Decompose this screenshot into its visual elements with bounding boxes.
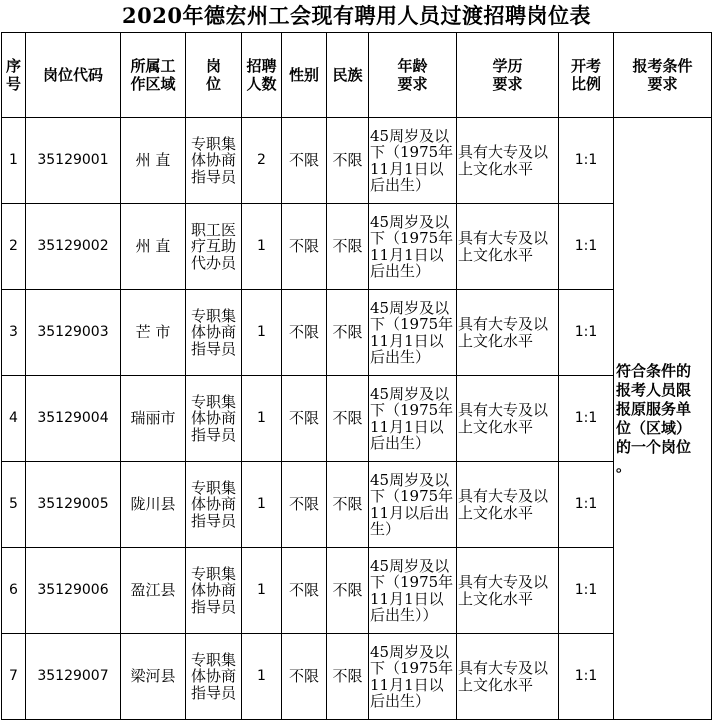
table-row — [2, 548, 712, 634]
cell-region: 州 直 — [121, 204, 186, 290]
cell-age: 45周岁及以 下（1975年 11月1日以 后出生） — [369, 376, 457, 462]
cell-count: 1 — [242, 290, 282, 376]
header-region: 所属工 作区域 — [121, 33, 186, 118]
cell-region: 州 直 — [121, 118, 186, 204]
cell-ratio: 1:1 — [559, 290, 614, 376]
table-row — [2, 376, 712, 462]
cell-gender: 不限 — [282, 118, 327, 204]
cell-seq: 4 — [2, 376, 26, 462]
cell-age: 45周岁及以 下（1975年 11月1日以 后出生） — [369, 290, 457, 376]
cell-post: 专职集 体协商 指导员 — [186, 118, 242, 204]
cell-code: 35129005 — [26, 462, 121, 548]
cell-code: 35129006 — [26, 548, 121, 634]
cell-code: 35129001 — [26, 118, 121, 204]
cell-count: 1 — [242, 634, 282, 720]
header-seq: 序 号 — [2, 33, 26, 118]
cell-ratio: 1:1 — [559, 462, 614, 548]
cell-gender: 不限 — [282, 290, 327, 376]
cell-ethnic: 不限 — [327, 634, 369, 720]
header-ethnic: 民族 — [327, 33, 369, 118]
cell-ethnic: 不限 — [327, 462, 369, 548]
cell-post: 职工医 疗互助 代办员 — [186, 204, 242, 290]
cell-seq: 6 — [2, 548, 26, 634]
cell-edu: 具有大专及以 上文化水平 — [457, 204, 559, 290]
cell-ratio: 1:1 — [559, 376, 614, 462]
header-condition: 报考条件 要求 — [614, 33, 712, 118]
header-post: 岗 位 — [186, 33, 242, 118]
cell-region: 芒 市 — [121, 290, 186, 376]
cell-seq: 7 — [2, 634, 26, 720]
cell-post: 专职集 体协商 指导员 — [186, 290, 242, 376]
cell-code: 35129004 — [26, 376, 121, 462]
cell-age: 45周岁及以 下（1975年 11月1日以 后出生） — [369, 118, 457, 204]
cell-ethnic: 不限 — [327, 548, 369, 634]
cell-seq: 5 — [2, 462, 26, 548]
cell-post: 专职集 体协商 指导员 — [186, 376, 242, 462]
cell-post: 专职集 体协商 指导员 — [186, 462, 242, 548]
cell-edu: 具有大专及以 上文化水平 — [457, 376, 559, 462]
cell-ethnic: 不限 — [327, 204, 369, 290]
cell-condition: 符合条件的 报考人员限 报原服务单 位（区域） 的一个岗位 。 — [614, 118, 712, 720]
cell-gender: 不限 — [282, 376, 327, 462]
cell-seq: 3 — [2, 290, 26, 376]
cell-edu: 具有大专及以 上文化水平 — [457, 634, 559, 720]
cell-edu: 具有大专及以 上文化水平 — [457, 548, 559, 634]
cell-edu: 具有大专及以 上文化水平 — [457, 118, 559, 204]
cell-count: 1 — [242, 548, 282, 634]
cell-region: 瑞丽市 — [121, 376, 186, 462]
table-row — [2, 634, 712, 720]
cell-age: 45周岁及以 下（1975年 11月1日以 后出生）） — [369, 548, 457, 634]
header-row — [2, 33, 712, 118]
cell-code: 35129003 — [26, 290, 121, 376]
cell-gender: 不限 — [282, 634, 327, 720]
cell-edu: 具有大专及以 上文化水平 — [457, 462, 559, 548]
cell-region: 盈江县 — [121, 548, 186, 634]
cell-post: 专职集 体协商 指导员 — [186, 634, 242, 720]
cell-ethnic: 不限 — [327, 118, 369, 204]
cell-edu: 具有大专及以 上文化水平 — [457, 290, 559, 376]
cell-ratio: 1:1 — [559, 118, 614, 204]
cell-count: 1 — [242, 204, 282, 290]
cell-seq: 1 — [2, 118, 26, 204]
cell-region: 梁河县 — [121, 634, 186, 720]
cell-ratio: 1:1 — [559, 204, 614, 290]
cell-gender: 不限 — [282, 548, 327, 634]
cell-count: 1 — [242, 462, 282, 548]
cell-ethnic: 不限 — [327, 376, 369, 462]
header-age: 年龄 要求 — [369, 33, 457, 118]
cell-age: 45周岁及以 下（1975年 11月1日以 后出生） — [369, 634, 457, 720]
table-row — [2, 118, 712, 204]
cell-count: 2 — [242, 118, 282, 204]
header-ratio: 开考 比例 — [559, 33, 614, 118]
cell-ratio: 1:1 — [559, 634, 614, 720]
cell-post: 专职集 体协商 指导员 — [186, 548, 242, 634]
cell-ethnic: 不限 — [327, 290, 369, 376]
header-edu: 学历 要求 — [457, 33, 559, 118]
table-row — [2, 290, 712, 376]
cell-gender: 不限 — [282, 462, 327, 548]
cell-seq: 2 — [2, 204, 26, 290]
cell-count: 1 — [242, 376, 282, 462]
recruitment-table — [1, 32, 712, 720]
document-title: 2020年德宏州工会现有聘用人员过渡招聘岗位表 — [122, 3, 591, 28]
cell-code: 35129002 — [26, 204, 121, 290]
table-row — [2, 204, 712, 290]
header-count: 招聘 人数 — [242, 33, 282, 118]
table-row — [2, 462, 712, 548]
cell-ratio: 1:1 — [559, 548, 614, 634]
cell-age: 45周岁及以 下（1975年 11月1日以 后出生） — [369, 204, 457, 290]
cell-code: 35129007 — [26, 634, 121, 720]
cell-gender: 不限 — [282, 204, 327, 290]
cell-region: 陇川县 — [121, 462, 186, 548]
header-code: 岗位代码 — [26, 33, 121, 118]
header-gender: 性别 — [282, 33, 327, 118]
cell-age: 45周岁及以 下（1975年 11月以后出 生） — [369, 462, 457, 548]
